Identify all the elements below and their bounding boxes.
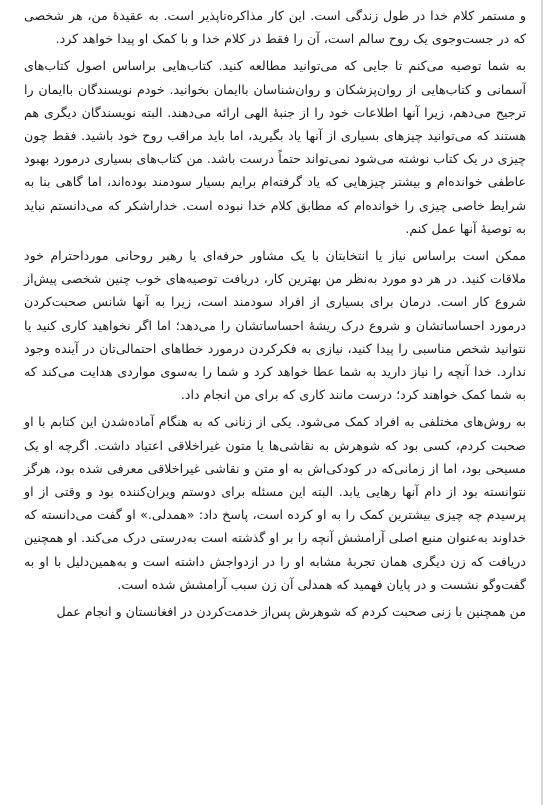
paragraph-empathy: به روش‌های مختلفی به افراد کمک می‌شود. یکی از زنانی که به هنگام آماده‌شدن این کتابم با او صحبت کردم، کسی بود که شوهرش به نقاشی‌ها یا متون غیراخلاقی اعتیاد داشت. اگرچه او یک مسیحی بود، اما از زمانی‌که در کودکی‌اش به او متن و نقاشی غیراخلاقی معرفی شده بود، هرگز نتوانسته بود از دام آنها رهایی یابد. البته این مسئله برای دوستم ویران‌کننده بود و وقتی از او پرسیدم چه چیزی بیشترین کمک را به او کرده است، پاسخ داد: «همدلی.» او گفت می‌دانسته که خداوند به‌عنوان منبع اصلی آرامشش آنچه را بر او گذشته است به‌درستی درک می‌کند. او همچنین دریافت که زن دیگری همان تجربهٔ مشابه او را در ازدواجش داشته است و به‌همین‌دلیل با او به گفت‌وگو نشست و در پایان فهمید که همدلی آن زن سبب آرامشش شده است. <box>24 414 526 592</box>
paragraph-afghanistan: من همچنین با زنی صحبت کردم که شوهرش پس‌از خدمت‌کردن در افغانستان و انجام عمل <box>56 604 526 620</box>
paragraph-counselor: ممکن است براساس نیاز یا انتخابتان با یک مشاور حرفه‌ای یا رهبر روحانی مورداحترام خود ملاقات کنید. در هر دو مورد به‌نظر من بهترین کار، دریافت توصیه‌های خوب چنین شخصی پیش‌از شروع کار است. درمان برای بسیاری از افراد سودمند است، زیرا به آنها شانس صحبت‌کردن درمورد احساساتشان و شروع درک ریشهٔ احساساتشان را می‌دهد؛ اما اگر نخواهید کاری کنید یا نتوانید شخص مناسبی را پیدا کنید، نیازی به فکرکردن درمورد خطاهای احتمالی‌تان در آینده وجود ندارد. خدا آنچه را نیاز دارید به شما عطا خواهد کرد و شما را به‌سوی مواردی هدایت می‌کند که به شما کمک خواهند کرد؛ درست مانند کاری که برای من انجام داد. <box>24 248 526 403</box>
text-column <box>24 4 526 623</box>
page-edge-divider <box>541 0 543 805</box>
paragraph-continuation: و مستمر کلام خدا در طول زندگی است. این کار مذاکره‌ناپذیر است. به عقیدهٔ من، هر شخصی که در جست‌وجوی یک روح سالم است، آن را فقط در کلام خدا و با کمک او پیدا خواهد کرد. <box>24 8 526 47</box>
paragraph-reading-advice: به شما توصیه می‌کنم تا جایی که می‌توانید مطالعه کنید. کتاب‌هایی براساس اصول کتاب‌های آسمانی و کتاب‌هایی از روان‌پزشکان و روان‌شناسان باایمان بخوانید. خودم نویسندگان باایمان را ترجیح می‌دهم، زیرا آنها اطلاعات خود را از جنبهٔ الهی ارائه می‌دهند. البته نویسندگان دیگری هم هستند که می‌توانید چیزهای بسیاری از آنها یاد بگیرید، اما باید مراقب روح خود باشید. فقط چون چیزی در یک کتاب نوشته می‌شود نمی‌تواند حتماً درست باشد. من کتاب‌های بسیاری درمورد بهبود عاطفی خوانده‌ام و بیشتر چیزهایی که یاد گرفته‌ام برایم بسیار سودمند بوده‌اند، اما گاهی بنا به شرایط خاصی چیزی را خوانده‌ام که مطابق کلام خدا نبوده است. خداراشکر که می‌دانستم نباید به توصیهٔ آنها عمل کنم. <box>24 58 526 236</box>
